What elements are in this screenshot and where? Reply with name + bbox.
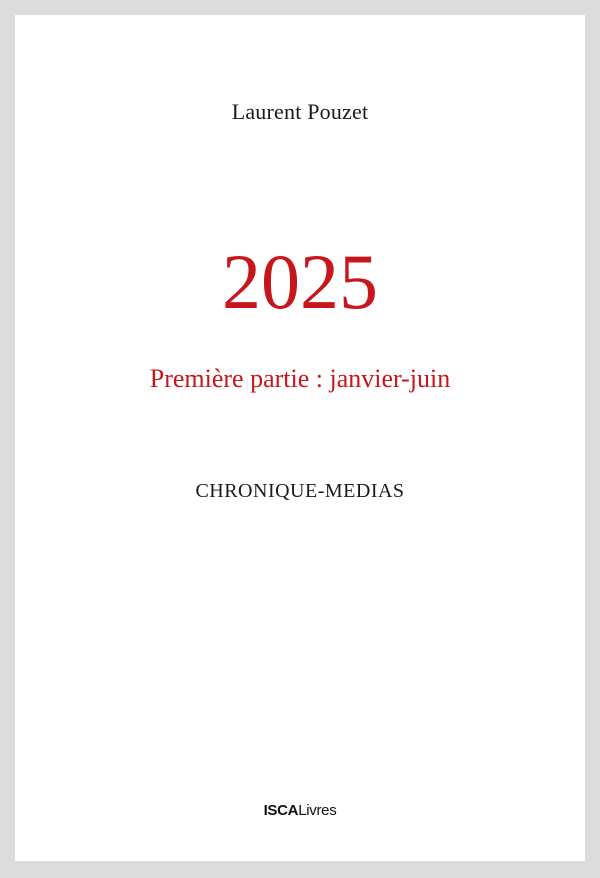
publisher-logo <box>15 802 585 819</box>
cover-subtitle: Première partie : janvier-juin <box>149 364 451 393</box>
publisher-logo-light: Livres <box>298 802 337 819</box>
cover-year: 2025 <box>222 238 378 325</box>
book-cover <box>15 15 585 861</box>
author-name: Laurent Pouzet <box>231 99 369 124</box>
publisher-logo-bold: ISCA <box>263 802 299 819</box>
series-title: CHRONIQUE-MEDIAS <box>195 480 405 502</box>
